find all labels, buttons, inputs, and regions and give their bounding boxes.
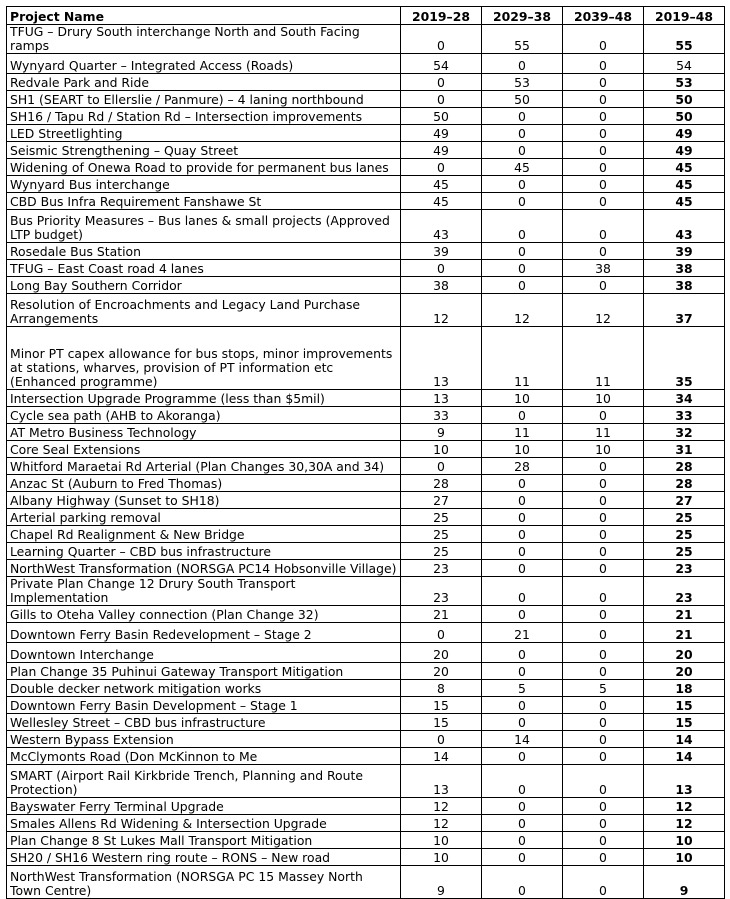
value-2029-38-cell: 11 [482, 424, 563, 441]
total-2019-48-cell: 25 [644, 509, 725, 526]
value-2039-48-cell: 5 [563, 680, 644, 697]
project-name-cell: Arterial parking removal [7, 509, 401, 526]
value-2039-48-cell: 0 [563, 243, 644, 260]
value-2019-28-cell: 54 [401, 54, 482, 74]
table-row [7, 74, 725, 91]
value-2039-48-cell: 0 [563, 458, 644, 475]
value-2019-28-cell: 13 [401, 327, 482, 390]
value-2039-48-cell: 0 [563, 210, 644, 243]
value-2029-38-cell: 45 [482, 159, 563, 176]
total-2019-48-cell: 34 [644, 390, 725, 407]
table-row [7, 714, 725, 731]
value-2029-38-cell: 10 [482, 441, 563, 458]
value-2019-28-cell: 33 [401, 407, 482, 424]
value-2019-28-cell: 0 [401, 159, 482, 176]
value-2039-48-cell: 0 [563, 509, 644, 526]
value-2039-48-cell: 38 [563, 260, 644, 277]
project-name-cell: Bus Priority Measures – Bus lanes & small projects (Approved LTP budget) [7, 210, 401, 243]
value-2019-28-cell: 50 [401, 108, 482, 125]
value-2019-28-cell: 45 [401, 176, 482, 193]
table-row [7, 327, 725, 390]
value-2019-28-cell: 25 [401, 543, 482, 560]
table-row [7, 731, 725, 748]
value-2039-48-cell: 0 [563, 714, 644, 731]
value-2039-48-cell: 0 [563, 798, 644, 815]
total-2019-48-cell: 49 [644, 125, 725, 142]
total-2019-48-cell: 33 [644, 407, 725, 424]
project-name-cell: Learning Quarter – CBD bus infrastructure [7, 543, 401, 560]
total-2019-48-cell: 31 [644, 441, 725, 458]
project-name-cell: Wynyard Quarter – Integrated Access (Roads) [7, 54, 401, 74]
project-name-cell: Plan Change 35 Puhinui Gateway Transport Mitigation [7, 663, 401, 680]
value-2039-48-cell: 0 [563, 91, 644, 108]
total-2019-48-cell: 55 [644, 25, 725, 54]
value-2039-48-cell: 0 [563, 54, 644, 74]
project-name-cell: Long Bay Southern Corridor [7, 277, 401, 294]
value-2019-28-cell: 49 [401, 125, 482, 142]
value-2039-48-cell: 0 [563, 623, 644, 643]
total-2019-48-cell: 50 [644, 91, 725, 108]
table-row [7, 543, 725, 560]
value-2019-28-cell: 15 [401, 697, 482, 714]
total-2019-48-cell: 32 [644, 424, 725, 441]
value-2029-38-cell: 0 [482, 176, 563, 193]
project-name-cell: Bayswater Ferry Terminal Upgrade [7, 798, 401, 815]
table-row [7, 260, 725, 277]
project-name-cell: Smales Allens Rd Widening & Intersection Upgrade [7, 815, 401, 832]
value-2019-28-cell: 43 [401, 210, 482, 243]
value-2019-28-cell: 45 [401, 193, 482, 210]
value-2019-28-cell: 0 [401, 731, 482, 748]
value-2039-48-cell: 0 [563, 407, 644, 424]
project-name-cell: Gills to Oteha Valley connection (Plan Change 32) [7, 606, 401, 623]
value-2029-38-cell: 0 [482, 815, 563, 832]
value-2019-28-cell: 15 [401, 714, 482, 731]
project-name-cell: Downtown Interchange [7, 643, 401, 663]
total-2019-48-cell: 45 [644, 176, 725, 193]
value-2039-48-cell: 0 [563, 492, 644, 509]
project-name-cell: Cycle sea path (AHB to Akoranga) [7, 407, 401, 424]
value-2039-48-cell: 0 [563, 815, 644, 832]
value-2019-28-cell: 25 [401, 526, 482, 543]
project-name-cell: Intersection Upgrade Programme (less than $5mil) [7, 390, 401, 407]
value-2019-28-cell: 0 [401, 91, 482, 108]
value-2019-28-cell: 9 [401, 866, 482, 899]
total-2019-48-cell: 10 [644, 832, 725, 849]
value-2029-38-cell: 0 [482, 643, 563, 663]
total-2019-48-cell: 18 [644, 680, 725, 697]
project-name-cell: Seismic Strengthening – Quay Street [7, 142, 401, 159]
value-2029-38-cell: 0 [482, 798, 563, 815]
table-row [7, 407, 725, 424]
value-2039-48-cell: 12 [563, 294, 644, 327]
value-2019-28-cell: 0 [401, 74, 482, 91]
project-name-cell: Anzac St (Auburn to Fred Thomas) [7, 475, 401, 492]
total-2019-48-cell: 43 [644, 210, 725, 243]
project-name-cell: Widening of Onewa Road to provide for permanent bus lanes [7, 159, 401, 176]
project-name-cell: Private Plan Change 12 Drury South Transport Implementation [7, 577, 401, 606]
total-2019-48-cell: 12 [644, 815, 725, 832]
value-2019-28-cell: 0 [401, 25, 482, 54]
value-2039-48-cell: 11 [563, 327, 644, 390]
project-name-cell: Western Bypass Extension [7, 731, 401, 748]
value-2039-48-cell: 0 [563, 159, 644, 176]
table-row [7, 125, 725, 142]
value-2039-48-cell: 0 [563, 577, 644, 606]
project-name-cell: Rosedale Bus Station [7, 243, 401, 260]
value-2039-48-cell: 10 [563, 390, 644, 407]
value-2029-38-cell: 5 [482, 680, 563, 697]
table-row [7, 509, 725, 526]
value-2039-48-cell: 0 [563, 643, 644, 663]
value-2029-38-cell: 11 [482, 327, 563, 390]
total-2019-48-cell: 12 [644, 798, 725, 815]
project-name-cell: Double decker network mitigation works [7, 680, 401, 697]
value-2029-38-cell: 0 [482, 54, 563, 74]
value-2029-38-cell: 0 [482, 475, 563, 492]
value-2019-28-cell: 0 [401, 623, 482, 643]
value-2039-48-cell: 0 [563, 731, 644, 748]
header-2039-48: 2039–48 [563, 7, 644, 25]
table-row [7, 866, 725, 899]
value-2039-48-cell: 11 [563, 424, 644, 441]
value-2039-48-cell: 10 [563, 441, 644, 458]
value-2019-28-cell: 10 [401, 832, 482, 849]
value-2039-48-cell: 0 [563, 526, 644, 543]
table-row [7, 91, 725, 108]
table-row [7, 680, 725, 697]
project-name-cell: Wellesley Street – CBD bus infrastructure [7, 714, 401, 731]
value-2019-28-cell: 28 [401, 475, 482, 492]
table-row [7, 832, 725, 849]
table-row [7, 424, 725, 441]
total-2019-48-cell: 9 [644, 866, 725, 899]
value-2019-28-cell: 12 [401, 798, 482, 815]
total-2019-48-cell: 23 [644, 577, 725, 606]
total-2019-48-cell: 54 [644, 54, 725, 74]
total-2019-48-cell: 20 [644, 663, 725, 680]
value-2019-28-cell: 0 [401, 458, 482, 475]
value-2019-28-cell: 23 [401, 560, 482, 577]
value-2029-38-cell: 10 [482, 390, 563, 407]
total-2019-48-cell: 21 [644, 606, 725, 623]
project-name-cell: SH16 / Tapu Rd / Station Rd – Intersection improvements [7, 108, 401, 125]
value-2039-48-cell: 0 [563, 606, 644, 623]
total-2019-48-cell: 10 [644, 849, 725, 866]
value-2039-48-cell: 0 [563, 125, 644, 142]
value-2019-28-cell: 21 [401, 606, 482, 623]
value-2029-38-cell: 0 [482, 210, 563, 243]
project-name-cell: SH1 (SEART to Ellerslie / Panmure) – 4 laning northbound [7, 91, 401, 108]
value-2019-28-cell: 39 [401, 243, 482, 260]
project-name-cell: Minor PT capex allowance for bus stops, minor improvements at stations, wharves, provision of PT information etc (Enhanced programme) [7, 327, 401, 390]
total-2019-48-cell: 35 [644, 327, 725, 390]
value-2019-28-cell: 25 [401, 509, 482, 526]
total-2019-48-cell: 37 [644, 294, 725, 327]
value-2019-28-cell: 12 [401, 294, 482, 327]
value-2029-38-cell: 0 [482, 193, 563, 210]
value-2019-28-cell: 13 [401, 390, 482, 407]
table-row [7, 815, 725, 832]
value-2029-38-cell: 0 [482, 697, 563, 714]
value-2039-48-cell: 0 [563, 849, 644, 866]
value-2019-28-cell: 12 [401, 815, 482, 832]
table-row [7, 193, 725, 210]
value-2039-48-cell: 0 [563, 176, 644, 193]
value-2039-48-cell: 0 [563, 697, 644, 714]
project-name-cell: McClymonts Road (Don McKinnon to Me [7, 748, 401, 765]
table-row [7, 765, 725, 798]
header-project-name: Project Name [7, 7, 401, 25]
value-2029-38-cell: 0 [482, 748, 563, 765]
table-row [7, 210, 725, 243]
table-row [7, 697, 725, 714]
value-2029-38-cell: 0 [482, 142, 563, 159]
table-row [7, 25, 725, 54]
value-2029-38-cell: 53 [482, 74, 563, 91]
value-2039-48-cell: 0 [563, 108, 644, 125]
value-2019-28-cell: 0 [401, 260, 482, 277]
value-2019-28-cell: 10 [401, 441, 482, 458]
table-row [7, 748, 725, 765]
table-row [7, 159, 725, 176]
value-2039-48-cell: 0 [563, 74, 644, 91]
value-2029-38-cell: 0 [482, 492, 563, 509]
value-2039-48-cell: 0 [563, 663, 644, 680]
value-2019-28-cell: 10 [401, 849, 482, 866]
project-name-cell: SH20 / SH16 Western ring route – RONS – New road [7, 849, 401, 866]
value-2029-38-cell: 0 [482, 663, 563, 680]
value-2019-28-cell: 49 [401, 142, 482, 159]
value-2019-28-cell: 20 [401, 643, 482, 663]
project-name-cell: SMART (Airport Rail Kirkbride Trench, Planning and Route Protection) [7, 765, 401, 798]
value-2019-28-cell: 38 [401, 277, 482, 294]
value-2029-38-cell: 12 [482, 294, 563, 327]
table-row [7, 243, 725, 260]
value-2039-48-cell: 0 [563, 560, 644, 577]
projects-table [6, 6, 725, 899]
value-2029-38-cell: 0 [482, 714, 563, 731]
value-2029-38-cell: 21 [482, 623, 563, 643]
project-name-cell: TFUG – Drury South interchange North and South Facing ramps [7, 25, 401, 54]
total-2019-48-cell: 38 [644, 260, 725, 277]
value-2029-38-cell: 55 [482, 25, 563, 54]
value-2039-48-cell: 0 [563, 475, 644, 492]
value-2039-48-cell: 0 [563, 765, 644, 798]
total-2019-48-cell: 20 [644, 643, 725, 663]
project-name-cell: Core Seal Extensions [7, 441, 401, 458]
table-row [7, 458, 725, 475]
table-row [7, 643, 725, 663]
total-2019-48-cell: 49 [644, 142, 725, 159]
value-2039-48-cell: 0 [563, 748, 644, 765]
value-2019-28-cell: 8 [401, 680, 482, 697]
project-name-cell: Albany Highway (Sunset to SH18) [7, 492, 401, 509]
total-2019-48-cell: 15 [644, 714, 725, 731]
value-2029-38-cell: 0 [482, 243, 563, 260]
table-row [7, 492, 725, 509]
total-2019-48-cell: 25 [644, 526, 725, 543]
value-2029-38-cell: 0 [482, 260, 563, 277]
table-row [7, 849, 725, 866]
value-2029-38-cell: 0 [482, 577, 563, 606]
table-row [7, 475, 725, 492]
value-2029-38-cell: 0 [482, 407, 563, 424]
table-row [7, 441, 725, 458]
header-2019-48-total: 2019–48 [644, 7, 725, 25]
total-2019-48-cell: 21 [644, 623, 725, 643]
table-row [7, 142, 725, 159]
value-2039-48-cell: 0 [563, 193, 644, 210]
table-row [7, 108, 725, 125]
value-2039-48-cell: 0 [563, 543, 644, 560]
value-2029-38-cell: 0 [482, 765, 563, 798]
table-row [7, 176, 725, 193]
project-name-cell: Wynyard Bus interchange [7, 176, 401, 193]
total-2019-48-cell: 15 [644, 697, 725, 714]
value-2019-28-cell: 27 [401, 492, 482, 509]
value-2029-38-cell: 50 [482, 91, 563, 108]
value-2029-38-cell: 0 [482, 277, 563, 294]
value-2019-28-cell: 20 [401, 663, 482, 680]
table-row [7, 277, 725, 294]
value-2019-28-cell: 13 [401, 765, 482, 798]
value-2029-38-cell: 0 [482, 849, 563, 866]
project-name-cell: TFUG – East Coast road 4 lanes [7, 260, 401, 277]
project-name-cell: LED Streetlighting [7, 125, 401, 142]
project-name-cell: Whitford Maraetai Rd Arterial (Plan Changes 30,30A and 34) [7, 458, 401, 475]
value-2019-28-cell: 9 [401, 424, 482, 441]
table-row [7, 623, 725, 643]
value-2039-48-cell: 0 [563, 142, 644, 159]
total-2019-48-cell: 25 [644, 543, 725, 560]
value-2029-38-cell: 0 [482, 832, 563, 849]
total-2019-48-cell: 27 [644, 492, 725, 509]
header-row [7, 7, 725, 25]
value-2029-38-cell: 0 [482, 866, 563, 899]
total-2019-48-cell: 45 [644, 193, 725, 210]
project-name-cell: AT Metro Business Technology [7, 424, 401, 441]
value-2029-38-cell: 0 [482, 560, 563, 577]
value-2029-38-cell: 0 [482, 125, 563, 142]
total-2019-48-cell: 13 [644, 765, 725, 798]
value-2039-48-cell: 0 [563, 866, 644, 899]
project-name-cell: Downtown Ferry Basin Development – Stage 1 [7, 697, 401, 714]
table-row [7, 606, 725, 623]
table-row [7, 798, 725, 815]
total-2019-48-cell: 53 [644, 74, 725, 91]
value-2029-38-cell: 0 [482, 108, 563, 125]
total-2019-48-cell: 39 [644, 243, 725, 260]
value-2039-48-cell: 0 [563, 25, 644, 54]
total-2019-48-cell: 14 [644, 748, 725, 765]
value-2029-38-cell: 28 [482, 458, 563, 475]
project-name-cell: Plan Change 8 St Lukes Mall Transport Mitigation [7, 832, 401, 849]
table-row [7, 294, 725, 327]
project-name-cell: Resolution of Encroachments and Legacy Land Purchase Arrangements [7, 294, 401, 327]
project-name-cell: Redvale Park and Ride [7, 74, 401, 91]
project-name-cell: Chapel Rd Realignment & New Bridge [7, 526, 401, 543]
total-2019-48-cell: 14 [644, 731, 725, 748]
value-2029-38-cell: 0 [482, 509, 563, 526]
table-row [7, 663, 725, 680]
total-2019-48-cell: 38 [644, 277, 725, 294]
value-2019-28-cell: 14 [401, 748, 482, 765]
value-2019-28-cell: 23 [401, 577, 482, 606]
total-2019-48-cell: 50 [644, 108, 725, 125]
table-row [7, 390, 725, 407]
table-row [7, 54, 725, 74]
header-2029-38: 2029–38 [482, 7, 563, 25]
value-2029-38-cell: 14 [482, 731, 563, 748]
value-2039-48-cell: 0 [563, 277, 644, 294]
value-2029-38-cell: 0 [482, 526, 563, 543]
value-2029-38-cell: 0 [482, 543, 563, 560]
table-row [7, 577, 725, 606]
project-name-cell: NorthWest Transformation (NORSGA PC14 Hobsonville Village) [7, 560, 401, 577]
project-name-cell: Downtown Ferry Basin Redevelopment – Stage 2 [7, 623, 401, 643]
table-row [7, 526, 725, 543]
value-2039-48-cell: 0 [563, 832, 644, 849]
total-2019-48-cell: 45 [644, 159, 725, 176]
project-name-cell: CBD Bus Infra Requirement Fanshawe St [7, 193, 401, 210]
header-2019-28: 2019–28 [401, 7, 482, 25]
project-name-cell: NorthWest Transformation (NORSGA PC 15 Massey North Town Centre) [7, 866, 401, 899]
total-2019-48-cell: 23 [644, 560, 725, 577]
total-2019-48-cell: 28 [644, 475, 725, 492]
table-row [7, 560, 725, 577]
total-2019-48-cell: 28 [644, 458, 725, 475]
value-2029-38-cell: 0 [482, 606, 563, 623]
